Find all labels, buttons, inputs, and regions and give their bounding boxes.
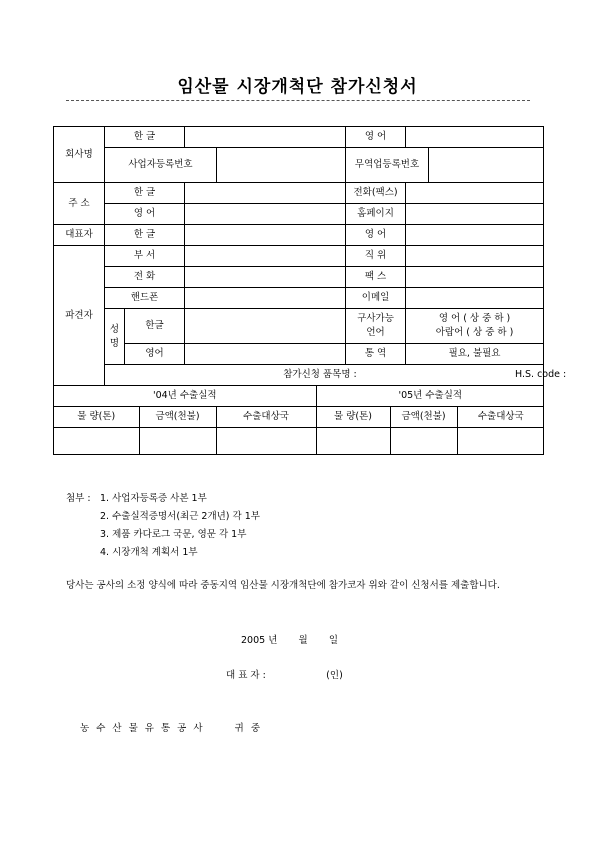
language-label-line2: 언어 (366, 327, 385, 338)
language-options (406, 309, 544, 344)
export-2004-amount-field[interactable] (139, 428, 216, 455)
name-english-field[interactable] (185, 344, 346, 365)
language-label (346, 309, 406, 344)
position-field[interactable] (406, 246, 544, 267)
date-line: 2005 년 월 일 (241, 635, 339, 646)
dept-field[interactable] (185, 246, 346, 267)
homepage-field[interactable] (406, 204, 544, 225)
export-2005-amount-field[interactable] (390, 428, 457, 455)
export-2004-volume-field[interactable] (54, 428, 139, 455)
representative-signature-line: 대 표 자 : (인) (226, 670, 343, 681)
biz-reg-field[interactable] (217, 148, 346, 183)
company-english-label: 영 어 (346, 127, 406, 148)
representative-label: 대표자 (54, 225, 105, 246)
address-english-field[interactable] (185, 204, 346, 225)
mobile-field[interactable] (185, 288, 346, 309)
mobile-label: 핸드폰 (105, 288, 185, 309)
dispatch-label: 파견자 (54, 246, 105, 386)
name-english-label: 영어 (125, 344, 185, 365)
rep-korean-label: 한 글 (105, 225, 185, 246)
name-label-top: 성 (109, 323, 120, 335)
interpret-options[interactable]: 필요, 불필요 (406, 344, 544, 365)
export-header: 물 량(톤) (316, 407, 390, 428)
rep-english-label: 영 어 (346, 225, 406, 246)
address-label: 주 소 (54, 183, 105, 225)
export-header: 수출대상국 (457, 407, 544, 428)
phone-fax-field[interactable] (406, 183, 544, 204)
rep-english-field[interactable] (406, 225, 544, 246)
company-korean-label: 한 글 (105, 127, 185, 148)
attachment-item: 3. 제품 카다로그 국문, 영문 각 1부 (100, 529, 247, 540)
dispatch-fax-field[interactable] (406, 267, 544, 288)
application-form-table (53, 126, 567, 455)
rep-korean-field[interactable] (185, 225, 346, 246)
product-row (105, 365, 567, 386)
name-label-bottom: 명 (109, 337, 120, 349)
email-label: 이메일 (346, 288, 406, 309)
statement-text: 당사는 공사의 소정 양식에 따라 중동지역 임산물 시장개척단에 참가코자 위와 같이 신청서를 제출합니다. (66, 580, 500, 591)
attachment-item: 2. 수출실적증명서(최근 2개년) 각 1부 (100, 511, 260, 522)
company-korean-field[interactable] (185, 127, 346, 148)
name-korean-field[interactable] (185, 309, 346, 344)
form-title: 임산물 시장개척단 참가신청서 (177, 77, 418, 97)
title-divider (66, 100, 530, 101)
export-section (54, 386, 544, 455)
recipient-organization: 농 수 산 물 유 통 공 사 귀 중 (80, 723, 263, 734)
dispatch-phone-field[interactable] (185, 267, 346, 288)
company-english-field[interactable] (406, 127, 544, 148)
export-header: 수출대상국 (216, 407, 316, 428)
export-header: 금액(천불) (390, 407, 457, 428)
export-2005-country-field[interactable] (457, 428, 544, 455)
product-label: 참가신청 품목명 : (283, 369, 357, 380)
dispatch-phone-label: 전 화 (105, 267, 185, 288)
name-label (105, 309, 125, 365)
phone-fax-label: 전화(팩스) (346, 183, 406, 204)
language-arabic-option[interactable]: 아랍어 ( 상 중 하 ) (435, 327, 514, 338)
hs-code-label: H.S. code : (515, 369, 567, 380)
name-korean-label: 한글 (125, 309, 185, 344)
biz-reg-label: 사업자등록번호 (105, 148, 217, 183)
address-korean-field[interactable] (185, 183, 346, 204)
export-2005-label: '05년 수출실적 (316, 386, 544, 407)
address-korean-label: 한 글 (105, 183, 185, 204)
trade-reg-label: 무역업등록번호 (346, 148, 429, 183)
trade-reg-field[interactable] (429, 148, 544, 183)
attachment-item: 4. 시장개척 계획서 1부 (100, 547, 198, 558)
interpret-label: 통 역 (346, 344, 406, 365)
export-2004-label: '04년 수출실적 (152, 390, 217, 401)
export-2005-volume-field[interactable] (316, 428, 390, 455)
dept-label: 부 서 (105, 246, 185, 267)
email-field[interactable] (406, 288, 544, 309)
export-header: 물 량(톤) (54, 407, 139, 428)
export-header: 금액(천불) (139, 407, 216, 428)
language-english-option[interactable]: 영 어 ( 상 중 하 ) (438, 313, 511, 324)
homepage-label: 홈페이지 (346, 204, 406, 225)
attachments-label: 첨부 : (66, 493, 91, 504)
dispatch-fax-label: 팩 스 (346, 267, 406, 288)
language-label-line1: 구사가능 (357, 313, 394, 324)
position-label: 직 위 (346, 246, 406, 267)
export-2004-country-field[interactable] (216, 428, 316, 455)
address-english-label: 영 어 (105, 204, 185, 225)
attachment-item: 1. 사업자등록증 사본 1부 (100, 493, 207, 504)
company-label: 회사명 (54, 127, 105, 183)
